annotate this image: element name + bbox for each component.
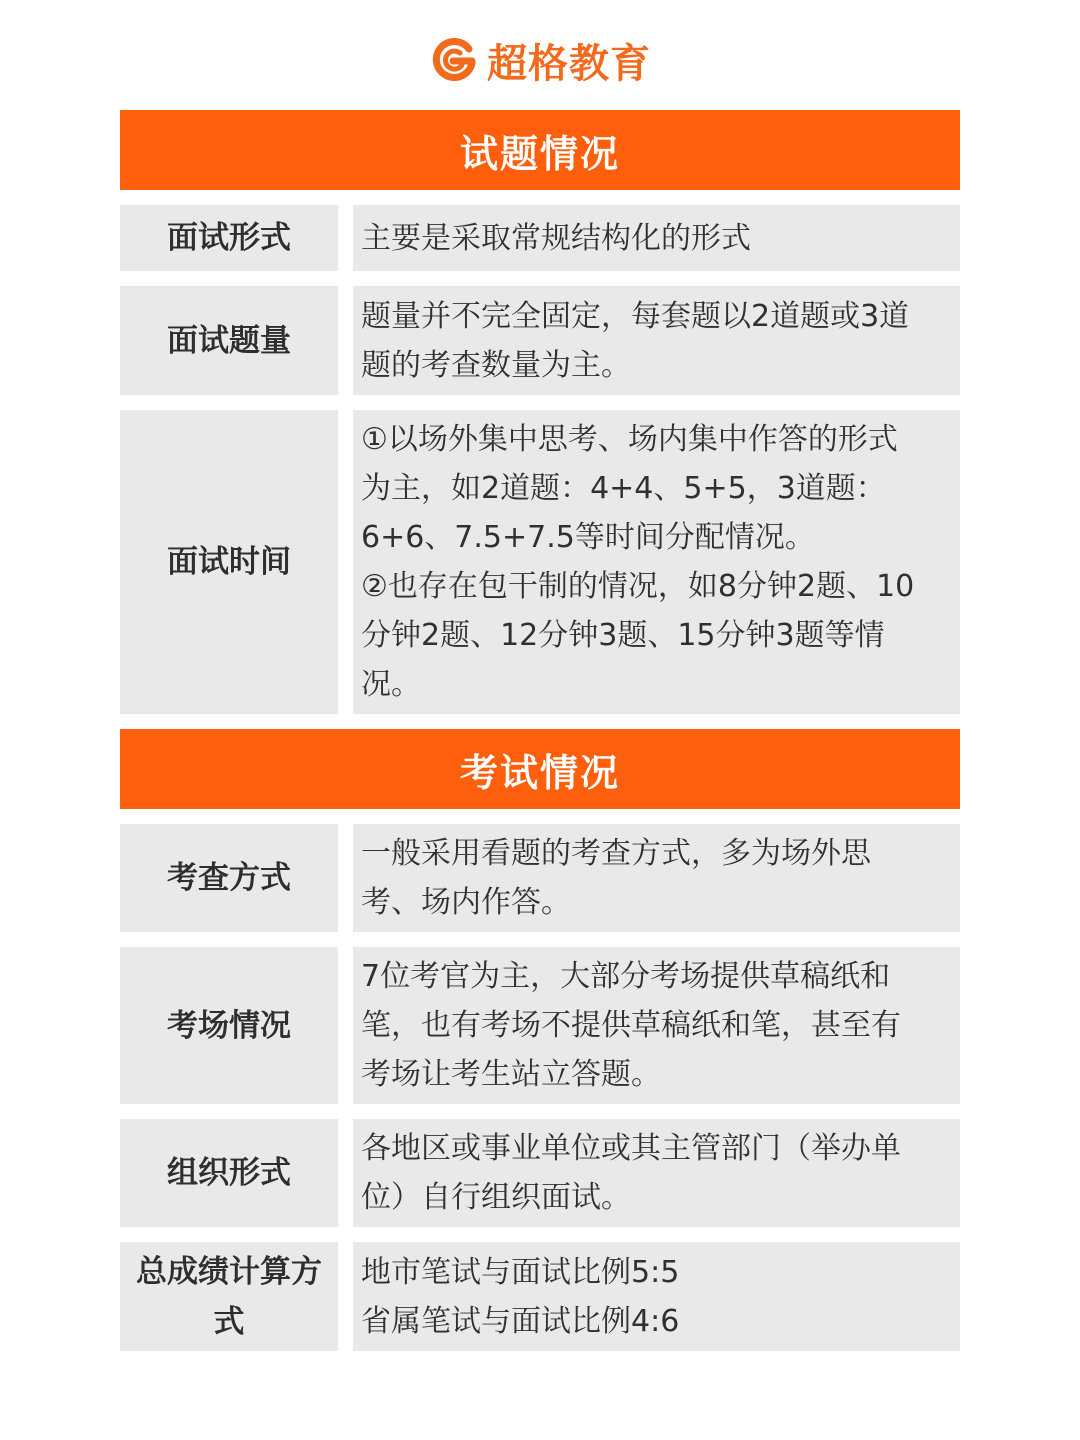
table-row — [120, 1242, 960, 1351]
row-label: 组织形式 — [120, 1119, 338, 1227]
table-row — [120, 947, 960, 1104]
content-line: 考场让考生站立答题。 — [361, 1057, 661, 1092]
table-row — [120, 1119, 960, 1227]
content-line: 地市笔试与面试比例5:5 — [361, 1254, 680, 1290]
section-exam-questions — [120, 110, 960, 714]
content-line: 省属笔试与面试比例4:6 — [361, 1303, 680, 1339]
content-line: 笔，也有考场不提供草稿纸和笔，甚至有 — [361, 1008, 901, 1043]
content-line: 题量并不完全固定，每套题以2道题或3道 — [361, 298, 910, 334]
table-row — [120, 205, 960, 271]
content-line: ②也存在包干制的情况，如8分钟2题、10 — [361, 569, 915, 604]
content-line: 题的考查数量为主。 — [361, 347, 631, 383]
table-row — [120, 410, 960, 714]
content-line: 考、场内作答。 — [361, 885, 571, 920]
content-line: ①以场外集中思考、场内集中作答的形式 — [361, 422, 898, 457]
row-content — [353, 1242, 960, 1351]
table-row — [120, 824, 960, 932]
row-label: 面试时间 — [120, 410, 338, 714]
row-content — [353, 1119, 960, 1227]
row-content — [353, 824, 960, 932]
content-line: 各地区或事业单位或其主管部门（举办单 — [361, 1131, 901, 1166]
content-line: 为主，如2道题：4+4、5+5，3道题： — [361, 471, 886, 506]
content-line: 主要是采取常规结构化的形式 — [361, 220, 751, 256]
content-line: 一般采用看题的考查方式，多为场外思 — [361, 836, 871, 871]
section-exam-situation — [120, 729, 960, 1351]
g-logo-icon — [429, 35, 479, 85]
content-line: 分钟2题、12分钟3题、15分钟3题等情 — [361, 618, 885, 653]
content-line: 7位考官为主，大部分考场提供草稿纸和 — [361, 959, 891, 994]
content-line: 位）自行组织面试。 — [361, 1180, 631, 1215]
row-content — [353, 205, 960, 271]
table-row — [120, 286, 960, 395]
row-label: 考场情况 — [120, 947, 338, 1104]
content-line: 6+6、7.5+7.5等时间分配情况。 — [361, 520, 815, 555]
row-label: 总成绩计算方式 — [120, 1242, 338, 1351]
info-tables — [120, 110, 960, 1366]
row-label: 考查方式 — [120, 824, 338, 932]
row-content — [353, 410, 960, 714]
content-line: 况。 — [361, 667, 421, 702]
section-title: 考试情况 — [120, 729, 960, 809]
row-label: 面试形式 — [120, 205, 338, 271]
brand-name: 超格教育 — [487, 40, 651, 87]
section-title: 试题情况 — [120, 110, 960, 190]
row-content — [353, 286, 960, 395]
row-label: 面试题量 — [120, 286, 338, 395]
row-content — [353, 947, 960, 1104]
brand-logo — [0, 30, 1080, 90]
